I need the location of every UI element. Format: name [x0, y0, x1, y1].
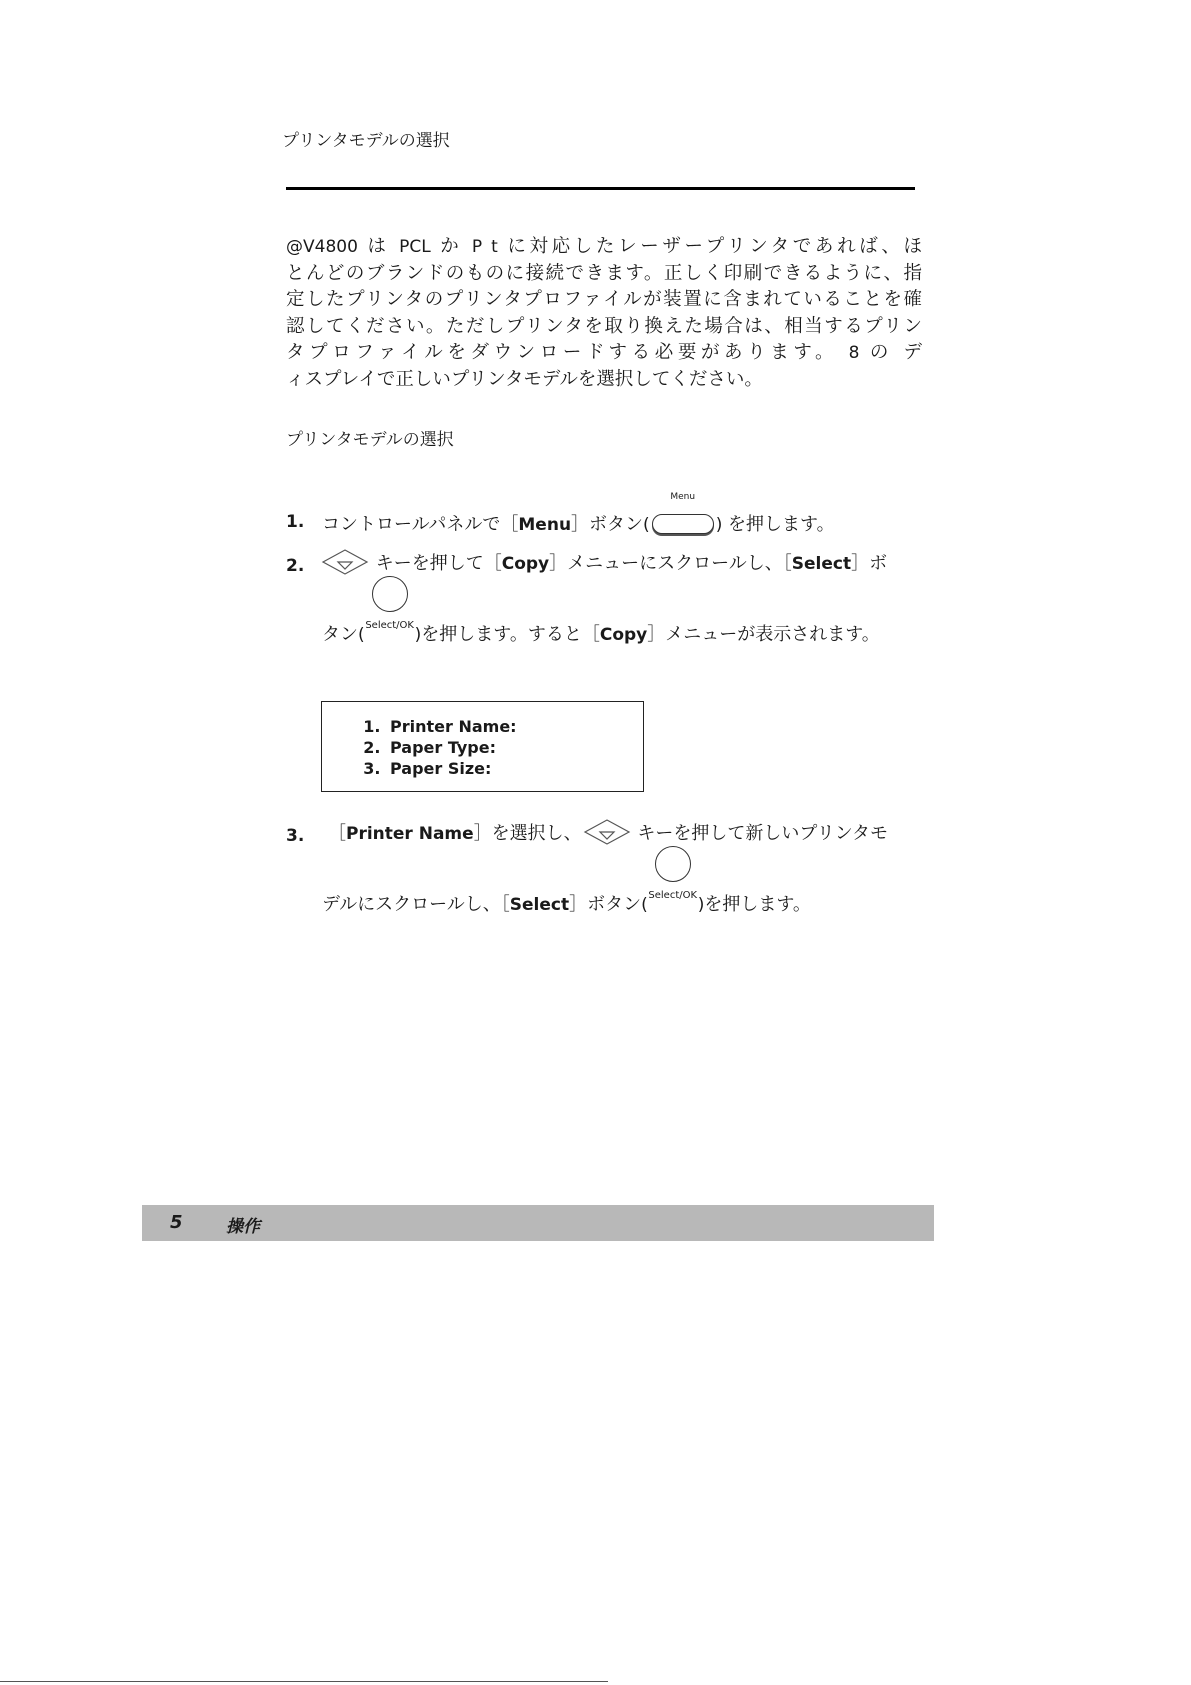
lcd-display [321, 701, 644, 792]
step-1-key: Menu [518, 515, 572, 535]
down-arrow-key-icon [582, 818, 632, 850]
menu-button-label: Menu [670, 492, 696, 502]
section-subheading: プリンタモデルの選択 [286, 430, 454, 450]
step-2-line-2-pre: タン [322, 624, 358, 645]
step-1-text [322, 492, 835, 536]
step-2-number: 2. [286, 556, 305, 576]
step-2-line-2-post: ］メニューが表示されます。 [647, 624, 880, 645]
step-2-line-1 [320, 548, 887, 580]
step-3-line-2 [322, 890, 811, 916]
step-1-post: を押します。 [722, 514, 835, 535]
step-1-paren-open: ( [643, 515, 650, 535]
intro-text: P t [471, 237, 498, 257]
step-2-line-2 [322, 620, 880, 646]
intro-line [286, 340, 922, 367]
step-2-key-select: Select [791, 554, 852, 574]
intro-text: とんどのブランドのものに接続できます。正しく印刷できるように、指 [286, 262, 922, 284]
page-header-title: プリンタモデルの選択 [282, 131, 450, 151]
step-2-mid-2: ］ボ [851, 553, 888, 574]
intro-text: 認してください。ただしプリンタを取り換えた場合は、相当するプリン [286, 315, 922, 337]
intro-text: @V4800 [286, 237, 358, 257]
select-ok-button-label: Select/OK [648, 890, 698, 901]
step-2-key-copy-2: Copy [599, 625, 648, 645]
intro-line [286, 287, 922, 314]
step-3-paren-close: ) [697, 895, 705, 915]
intro-text: の デ [859, 342, 922, 363]
step-2-paren-close: ) [414, 625, 422, 645]
header-rule [286, 187, 915, 190]
step-1-pre: コントロールパネルで［ [322, 514, 519, 535]
footer-bar [142, 1205, 934, 1241]
step-3-paren-open: ( [641, 895, 648, 915]
step-3-mid-1: ］を選択し、 [473, 823, 582, 844]
select-ok-button-icon [648, 890, 698, 910]
down-arrow-key-icon [320, 548, 370, 580]
step-3-mid-2: キーを押して新しいプリンタモ [631, 823, 888, 844]
step-1-number: 1. [286, 512, 305, 532]
select-ok-button-label: Select/OK [365, 620, 414, 631]
step-2-mid-1: ］メニューにスクロールし、［ [549, 553, 792, 574]
lcd-item: 2. Paper Type: [386, 737, 643, 758]
step-3-pre: ［ [328, 823, 346, 844]
intro-text: ィスプレイで正しいプリンタモデルを選択してください。 [286, 368, 763, 390]
lcd-item: 3. Paper Size: [386, 758, 643, 779]
step-2-line-2-mid: を押します。すると［ [421, 624, 600, 645]
step-1-paren-close: ) [715, 515, 723, 535]
step-2-paren-open: ( [358, 625, 365, 645]
intro-line [286, 314, 922, 341]
intro-line [286, 367, 922, 394]
intro-text: は [357, 236, 400, 257]
step-3-line-1 [328, 818, 888, 850]
menu-button-icon [652, 492, 714, 536]
bottom-rule [0, 1681, 608, 1682]
step-3-line-2-pre: デルにスクロールし、［ [322, 894, 510, 915]
step-3-line-2-mid: ］ボタン [569, 894, 642, 915]
intro-line [286, 261, 922, 288]
intro-text: か [430, 236, 472, 257]
intro-line [286, 234, 922, 261]
step-3-key-select: Select [509, 895, 570, 915]
step-3-key-printer-name: Printer Name [346, 824, 474, 844]
intro-text: に対応したレーザープリンタであれば、ほ [497, 236, 922, 257]
step-3-line-2-post: を押します。 [704, 894, 811, 915]
lcd-item: 1. Printer Name: [386, 716, 643, 737]
footer-chapter-label: 操作 [226, 1217, 260, 1237]
intro-text: 8 [848, 343, 860, 363]
step-3-number: 3. [286, 826, 305, 846]
step-1-mid: ］ボタン [571, 514, 644, 535]
select-ok-button-icon [365, 620, 415, 640]
step-2-key-copy: Copy [501, 554, 550, 574]
footer-chapter-number: 5 [170, 1212, 183, 1233]
intro-paragraph [286, 234, 922, 393]
intro-text: PCL [399, 237, 431, 257]
intro-text: 定したプリンタのプリンタプロファイルが装置に含まれていることを確 [286, 289, 922, 310]
step-2-pre: キーを押して［ [370, 553, 502, 574]
intro-text: タプロファイルをダウンロードする必要があります。 [286, 342, 849, 363]
